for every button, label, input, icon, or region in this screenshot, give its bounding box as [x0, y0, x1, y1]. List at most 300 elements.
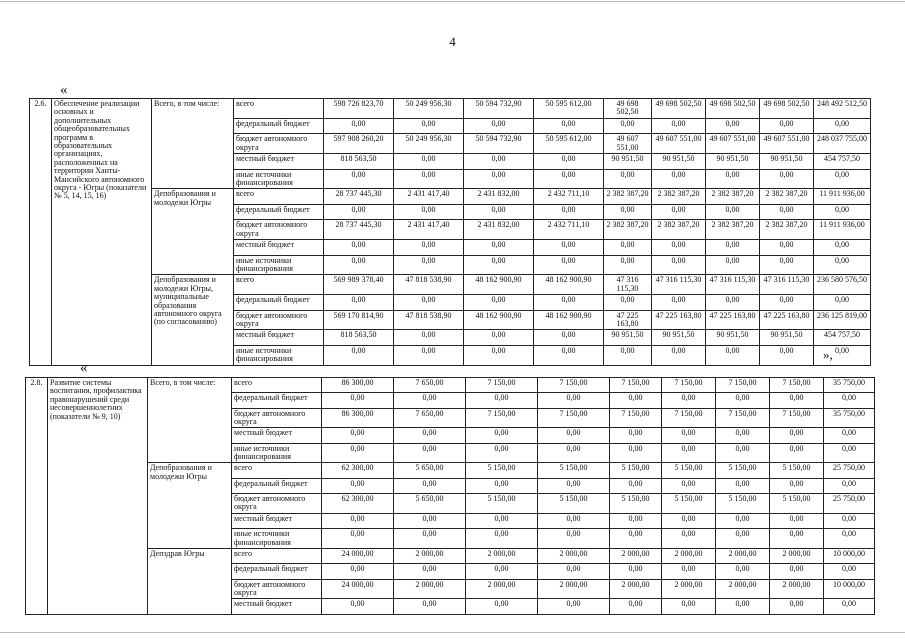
- funding-source: всего: [232, 463, 322, 478]
- amount-cell: 0,00: [604, 345, 652, 365]
- amount-cell: 0,00: [652, 255, 706, 275]
- amount-cell: 5 150,00: [538, 463, 610, 478]
- amount-cell: 2 000,00: [770, 548, 824, 563]
- amount-cell: 0,00: [394, 513, 466, 528]
- amount-cell: 48 162 900,90: [464, 310, 534, 330]
- amount-cell: 0,00: [662, 393, 716, 408]
- amount-cell: 0,00: [466, 564, 538, 579]
- amount-cell: 0,00: [464, 204, 534, 220]
- amount-cell: 7 150,00: [770, 408, 824, 428]
- amount-cell: 0,00: [466, 529, 538, 549]
- page-number: 4: [449, 34, 456, 49]
- amount-cell: 90 951,50: [706, 154, 760, 170]
- funding-source: федеральный бюджет: [232, 478, 322, 493]
- activity-name: Развитие системы воспитания, профилактика правонарушений среди несовершеннолетних (показатели № 9, 10): [48, 378, 148, 615]
- activity-name: Обеспечение реализации основных и дополнительных общеобразовательных программ в образовательных организациях, расположенных на территории Ханты-Мансийского автономного округа - Югры (показатели № 5, 14, 15, 16): [52, 99, 152, 366]
- amount-cell: 7 150,00: [538, 378, 610, 393]
- funding-source: федеральный бюджет: [234, 295, 324, 311]
- amount-cell: 818 563,50: [324, 154, 394, 170]
- amount-cell: 0,00: [324, 169, 394, 189]
- amount-cell: 0,00: [394, 295, 464, 311]
- amount-cell: 0,00: [760, 255, 814, 275]
- amount-cell: 0,00: [652, 204, 706, 220]
- amount-cell: 0,00: [706, 295, 760, 311]
- funding-source: федеральный бюджет: [232, 564, 322, 579]
- funding-source: всего: [234, 189, 324, 205]
- amount-cell: 0,00: [652, 118, 706, 134]
- amount-cell: 24 000,00: [322, 548, 394, 563]
- amount-cell: 2 432 711,10: [534, 220, 604, 240]
- amount-cell: 49 607 551,00: [652, 134, 706, 154]
- amount-cell: 0,00: [394, 330, 464, 346]
- amount-cell: 2 382 387,20: [652, 220, 706, 240]
- amount-cell: 0,00: [538, 428, 610, 443]
- amount-cell: 454 757,50: [814, 330, 871, 346]
- amount-cell: 0,00: [464, 169, 534, 189]
- funding-source: всего: [232, 378, 322, 393]
- amount-cell: 0,00: [770, 513, 824, 528]
- amount-cell: 11 911 936,00: [814, 189, 871, 205]
- funding-source: бюджет автономного округа: [234, 220, 324, 240]
- funding-source: местный бюджет: [232, 513, 322, 528]
- amount-cell: 0,00: [538, 443, 610, 463]
- amount-cell: 0,00: [324, 118, 394, 134]
- amount-cell: 90 951,50: [760, 154, 814, 170]
- funding-source: местный бюджет: [232, 428, 322, 443]
- amount-cell: 0,00: [324, 295, 394, 311]
- amount-cell: 0,00: [662, 529, 716, 549]
- amount-cell: 2 000,00: [466, 579, 538, 599]
- amount-cell: 0,00: [824, 443, 875, 463]
- amount-cell: 7 150,00: [610, 408, 662, 428]
- amount-cell: 569 170 814,90: [324, 310, 394, 330]
- amount-cell: 47 225 163,80: [706, 310, 760, 330]
- amount-cell: 2 000,00: [610, 548, 662, 563]
- amount-cell: 0,00: [534, 295, 604, 311]
- table-row: [30, 99, 871, 119]
- amount-cell: 0,00: [466, 513, 538, 528]
- amount-cell: 7 150,00: [610, 378, 662, 393]
- open-quote-1: «: [60, 82, 68, 98]
- item-number: 2.8.: [26, 378, 48, 615]
- amount-cell: 7 650,00: [394, 378, 466, 393]
- amount-cell: 0,00: [760, 240, 814, 256]
- amount-cell: 2 382 387,20: [652, 189, 706, 205]
- amount-cell: 0,00: [604, 240, 652, 256]
- amount-cell: 2 382 387,20: [760, 220, 814, 240]
- funding-source: бюджет автономного округа: [232, 494, 322, 514]
- amount-cell: 5 150,00: [610, 494, 662, 514]
- amount-cell: 0,00: [610, 478, 662, 493]
- amount-cell: 0,00: [652, 345, 706, 365]
- amount-cell: 0,00: [322, 428, 394, 443]
- amount-cell: 0,00: [706, 204, 760, 220]
- amount-cell: 0,00: [464, 154, 534, 170]
- amount-cell: 248 037 755,00: [814, 134, 871, 154]
- amount-cell: 49 698 502,50: [604, 99, 652, 119]
- amount-cell: 2 382 387,20: [706, 189, 760, 205]
- table-row: [26, 378, 875, 393]
- amount-cell: 2 000,00: [662, 579, 716, 599]
- amount-cell: 5 150,00: [466, 494, 538, 514]
- amount-cell: 0,00: [534, 240, 604, 256]
- amount-cell: 0,00: [770, 564, 824, 579]
- amount-cell: 0,00: [322, 564, 394, 579]
- amount-cell: 0,00: [538, 478, 610, 493]
- amount-cell: 0,00: [394, 240, 464, 256]
- amount-cell: 0,00: [716, 529, 770, 549]
- amount-cell: 2 000,00: [716, 548, 770, 563]
- amount-cell: 0,00: [466, 599, 538, 614]
- funding-source: местный бюджет: [234, 240, 324, 256]
- funding-source: бюджет автономного округа: [232, 408, 322, 428]
- amount-cell: 0,00: [652, 169, 706, 189]
- amount-cell: 5 150,00: [716, 463, 770, 478]
- table-row: [26, 463, 875, 478]
- funding-source: федеральный бюджет: [232, 393, 322, 408]
- amount-cell: 62 300,00: [322, 494, 394, 514]
- amount-cell: 47 225 163,80: [652, 310, 706, 330]
- amount-cell: 0,00: [610, 513, 662, 528]
- amount-cell: 35 750,00: [824, 378, 875, 393]
- amount-cell: 818 563,50: [324, 330, 394, 346]
- amount-cell: 0,00: [662, 428, 716, 443]
- amount-cell: 50 595 612,00: [534, 134, 604, 154]
- amount-cell: 35 750,00: [824, 408, 875, 428]
- amount-cell: 49 698 502,50: [652, 99, 706, 119]
- amount-cell: 7 150,00: [466, 378, 538, 393]
- amount-cell: 0,00: [662, 564, 716, 579]
- amount-cell: 0,00: [652, 240, 706, 256]
- amount-cell: 0,00: [394, 428, 466, 443]
- amount-cell: 90 951,50: [604, 154, 652, 170]
- amount-cell: 0,00: [538, 393, 610, 408]
- amount-cell: 0,00: [322, 393, 394, 408]
- amount-cell: 0,00: [324, 255, 394, 275]
- amount-cell: 0,00: [770, 428, 824, 443]
- amount-cell: 48 162 900,90: [534, 310, 604, 330]
- amount-cell: 0,00: [394, 204, 464, 220]
- amount-cell: 2 382 387,20: [706, 220, 760, 240]
- amount-cell: 90 951,50: [604, 330, 652, 346]
- amount-cell: 0,00: [610, 529, 662, 549]
- executor-name: Депобразования и молодежи Югры: [152, 189, 234, 275]
- amount-cell: 50 594 732,90: [464, 134, 534, 154]
- amount-cell: 50 249 956,30: [394, 99, 464, 119]
- amount-cell: 0,00: [814, 345, 871, 365]
- amount-cell: 50 594 732,90: [464, 99, 534, 119]
- amount-cell: 0,00: [466, 428, 538, 443]
- amount-cell: 0,00: [604, 169, 652, 189]
- amount-cell: 0,00: [534, 255, 604, 275]
- amount-cell: 236 125 819,00: [814, 310, 871, 330]
- funding-source: иные источники финансирования: [232, 529, 322, 549]
- budget-table-2-6: [29, 98, 871, 366]
- amount-cell: 0,00: [824, 564, 875, 579]
- amount-cell: 2 000,00: [770, 579, 824, 599]
- amount-cell: 0,00: [760, 118, 814, 134]
- amount-cell: 0,00: [324, 240, 394, 256]
- amount-cell: 569 989 378,40: [324, 275, 394, 295]
- amount-cell: 0,00: [538, 599, 610, 614]
- amount-cell: 0,00: [394, 599, 466, 614]
- amount-cell: 5 150,00: [770, 463, 824, 478]
- amount-cell: 0,00: [824, 393, 875, 408]
- amount-cell: 0,00: [610, 599, 662, 614]
- amount-cell: 0,00: [770, 599, 824, 614]
- amount-cell: 7 650,00: [394, 408, 466, 428]
- amount-cell: 47 225 163,80: [604, 310, 652, 330]
- amount-cell: 0,00: [394, 529, 466, 549]
- executor-name: Всего, в том числе:: [148, 378, 232, 463]
- amount-cell: 0,00: [716, 564, 770, 579]
- amount-cell: 0,00: [814, 295, 871, 311]
- amount-cell: 7 150,00: [538, 408, 610, 428]
- amount-cell: 0,00: [464, 118, 534, 134]
- amount-cell: 0,00: [538, 513, 610, 528]
- executor-name: Всего, в том числе:: [152, 99, 234, 189]
- funding-source: всего: [234, 99, 324, 119]
- executor-name: Депобразования и молодежи Югры, муниципальные образования автономного округа (по согласованию): [152, 275, 234, 365]
- amount-cell: 49 607 551,00: [706, 134, 760, 154]
- amount-cell: 0,00: [814, 118, 871, 134]
- amount-cell: 0,00: [662, 443, 716, 463]
- amount-cell: 90 951,50: [706, 330, 760, 346]
- amount-cell: 0,00: [604, 295, 652, 311]
- amount-cell: 0,00: [770, 478, 824, 493]
- amount-cell: 48 162 900,90: [534, 275, 604, 295]
- amount-cell: 50 249 956,30: [394, 134, 464, 154]
- funding-source: федеральный бюджет: [234, 118, 324, 134]
- amount-cell: 0,00: [770, 529, 824, 549]
- funding-source: бюджет автономного округа: [234, 134, 324, 154]
- amount-cell: 0,00: [322, 443, 394, 463]
- bottom-scan-edge: [0, 632, 905, 633]
- amount-cell: 2 000,00: [538, 579, 610, 599]
- table-row: [30, 189, 871, 205]
- amount-cell: 598 726 823,70: [324, 99, 394, 119]
- executor-name: Депобразования и молодежи Югры: [148, 463, 232, 548]
- amount-cell: 28 737 445,30: [324, 189, 394, 205]
- amount-cell: 0,00: [464, 255, 534, 275]
- amount-cell: 7 150,00: [466, 408, 538, 428]
- table-row: [26, 548, 875, 563]
- amount-cell: 0,00: [760, 345, 814, 365]
- amount-cell: 0,00: [610, 393, 662, 408]
- amount-cell: 0,00: [716, 599, 770, 614]
- amount-cell: 0,00: [534, 154, 604, 170]
- amount-cell: 0,00: [322, 478, 394, 493]
- amount-cell: 0,00: [394, 118, 464, 134]
- amount-cell: 0,00: [538, 529, 610, 549]
- amount-cell: 0,00: [534, 204, 604, 220]
- funding-source: местный бюджет: [234, 154, 324, 170]
- amount-cell: 50 595 612,00: [534, 99, 604, 119]
- open-quote-2: «: [80, 360, 88, 376]
- amount-cell: 0,00: [394, 443, 466, 463]
- amount-cell: 10 000,00: [824, 548, 875, 563]
- amount-cell: 47 316 115,30: [604, 275, 652, 295]
- amount-cell: 0,00: [760, 169, 814, 189]
- amount-cell: 7 150,00: [662, 378, 716, 393]
- amount-cell: 0,00: [534, 169, 604, 189]
- amount-cell: 49 607 551,00: [760, 134, 814, 154]
- executor-name: Депздрав Югры: [148, 548, 232, 614]
- amount-cell: 47 316 115,30: [652, 275, 706, 295]
- amount-cell: 2 000,00: [538, 548, 610, 563]
- amount-cell: 0,00: [814, 240, 871, 256]
- amount-cell: 25 750,00: [824, 494, 875, 514]
- amount-cell: 7 150,00: [716, 378, 770, 393]
- amount-cell: 0,00: [824, 428, 875, 443]
- amount-cell: 0,00: [652, 295, 706, 311]
- funding-source: иные источники финансирования: [232, 443, 322, 463]
- funding-source: федеральный бюджет: [234, 204, 324, 220]
- funding-source: местный бюджет: [232, 599, 322, 614]
- amount-cell: 47 316 115,30: [760, 275, 814, 295]
- amount-cell: 5 150,00: [466, 463, 538, 478]
- top-scan-edge: [0, 1, 905, 2]
- amount-cell: 0,00: [604, 204, 652, 220]
- amount-cell: 28 737 445,30: [324, 220, 394, 240]
- amount-cell: 2 000,00: [610, 579, 662, 599]
- amount-cell: 2 431 417,40: [394, 220, 464, 240]
- amount-cell: 2 431 417,40: [394, 189, 464, 205]
- amount-cell: 0,00: [706, 169, 760, 189]
- amount-cell: 2 000,00: [662, 548, 716, 563]
- amount-cell: 0,00: [716, 428, 770, 443]
- amount-cell: 47 225 163,80: [760, 310, 814, 330]
- amount-cell: 0,00: [394, 154, 464, 170]
- funding-source: всего: [232, 548, 322, 563]
- amount-cell: 0,00: [824, 513, 875, 528]
- item-number: 2.6.: [30, 99, 52, 366]
- amount-cell: 2 000,00: [466, 548, 538, 563]
- amount-cell: 0,00: [610, 428, 662, 443]
- amount-cell: 0,00: [538, 564, 610, 579]
- amount-cell: 0,00: [662, 478, 716, 493]
- amount-cell: 0,00: [706, 118, 760, 134]
- amount-cell: 5 150,00: [770, 494, 824, 514]
- amount-cell: 0,00: [716, 513, 770, 528]
- amount-cell: 0,00: [770, 393, 824, 408]
- amount-cell: 0,00: [322, 599, 394, 614]
- amount-cell: 0,00: [716, 393, 770, 408]
- amount-cell: 25 750,00: [824, 463, 875, 478]
- amount-cell: 2 000,00: [394, 579, 466, 599]
- amount-cell: 0,00: [394, 478, 466, 493]
- amount-cell: 0,00: [534, 345, 604, 365]
- amount-cell: 0,00: [604, 118, 652, 134]
- amount-cell: 0,00: [610, 564, 662, 579]
- amount-cell: 0,00: [716, 443, 770, 463]
- amount-cell: 48 162 900,90: [464, 275, 534, 295]
- amount-cell: 0,00: [662, 599, 716, 614]
- amount-cell: 0,00: [814, 255, 871, 275]
- amount-cell: 11 911 936,00: [814, 220, 871, 240]
- amount-cell: 5 150,00: [538, 494, 610, 514]
- amount-cell: 0,00: [604, 255, 652, 275]
- amount-cell: 0,00: [464, 295, 534, 311]
- table-row: [30, 275, 871, 295]
- budget-table-2-8: [25, 377, 875, 615]
- amount-cell: 454 757,50: [814, 154, 871, 170]
- funding-source: бюджет автономного округа: [232, 579, 322, 599]
- funding-source: бюджет автономного округа: [234, 310, 324, 330]
- amount-cell: 90 951,50: [760, 330, 814, 346]
- amount-cell: 49 698 502,50: [706, 99, 760, 119]
- amount-cell: 24 000,00: [322, 579, 394, 599]
- amount-cell: 0,00: [610, 443, 662, 463]
- amount-cell: 2 382 387,20: [604, 220, 652, 240]
- amount-cell: 86 300,00: [322, 408, 394, 428]
- amount-cell: 5 150,00: [610, 463, 662, 478]
- amount-cell: 0,00: [322, 513, 394, 528]
- amount-cell: 2 431 832,00: [464, 189, 534, 205]
- amount-cell: 2 431 832,00: [464, 220, 534, 240]
- amount-cell: 236 580 576,50: [814, 275, 871, 295]
- amount-cell: 0,00: [534, 118, 604, 134]
- funding-source: местный бюджет: [234, 330, 324, 346]
- amount-cell: 5 650,00: [394, 463, 466, 478]
- close-quote: »,: [823, 347, 833, 362]
- amount-cell: 0,00: [770, 443, 824, 463]
- amount-cell: 0,00: [706, 345, 760, 365]
- funding-source: иные источники финансирования: [234, 345, 324, 365]
- amount-cell: 2 000,00: [716, 579, 770, 599]
- amount-cell: 248 492 512,50: [814, 99, 871, 119]
- amount-cell: 0,00: [464, 240, 534, 256]
- amount-cell: 0,00: [706, 255, 760, 275]
- amount-cell: 47 818 538,90: [394, 310, 464, 330]
- amount-cell: 0,00: [464, 330, 534, 346]
- amount-cell: 90 951,50: [652, 154, 706, 170]
- amount-cell: 0,00: [662, 513, 716, 528]
- amount-cell: 0,00: [324, 204, 394, 220]
- amount-cell: 5 150,00: [662, 494, 716, 514]
- amount-cell: 86 300,00: [322, 378, 394, 393]
- amount-cell: 0,00: [760, 204, 814, 220]
- amount-cell: 0,00: [466, 393, 538, 408]
- amount-cell: 0,00: [394, 169, 464, 189]
- amount-cell: 0,00: [824, 478, 875, 493]
- amount-cell: 2 000,00: [394, 548, 466, 563]
- amount-cell: 5 650,00: [394, 494, 466, 514]
- amount-cell: 0,00: [814, 169, 871, 189]
- amount-cell: 0,00: [534, 330, 604, 346]
- amount-cell: 597 908 260,20: [324, 134, 394, 154]
- amount-cell: 0,00: [324, 345, 394, 365]
- amount-cell: 7 150,00: [770, 378, 824, 393]
- amount-cell: 0,00: [706, 240, 760, 256]
- amount-cell: 0,00: [394, 564, 466, 579]
- amount-cell: 90 951,50: [652, 330, 706, 346]
- amount-cell: 7 150,00: [662, 408, 716, 428]
- amount-cell: 49 698 502,50: [760, 99, 814, 119]
- amount-cell: 0,00: [814, 204, 871, 220]
- amount-cell: 2 382 387,20: [604, 189, 652, 205]
- amount-cell: 2 432 711,10: [534, 189, 604, 205]
- amount-cell: 0,00: [760, 295, 814, 311]
- amount-cell: 0,00: [394, 345, 464, 365]
- amount-cell: 5 150,00: [662, 463, 716, 478]
- funding-source: всего: [234, 275, 324, 295]
- amount-cell: 49 607 551,00: [604, 134, 652, 154]
- amount-cell: 0,00: [464, 345, 534, 365]
- amount-cell: 47 316 115,30: [706, 275, 760, 295]
- amount-cell: 7 150,00: [716, 408, 770, 428]
- amount-cell: 0,00: [716, 478, 770, 493]
